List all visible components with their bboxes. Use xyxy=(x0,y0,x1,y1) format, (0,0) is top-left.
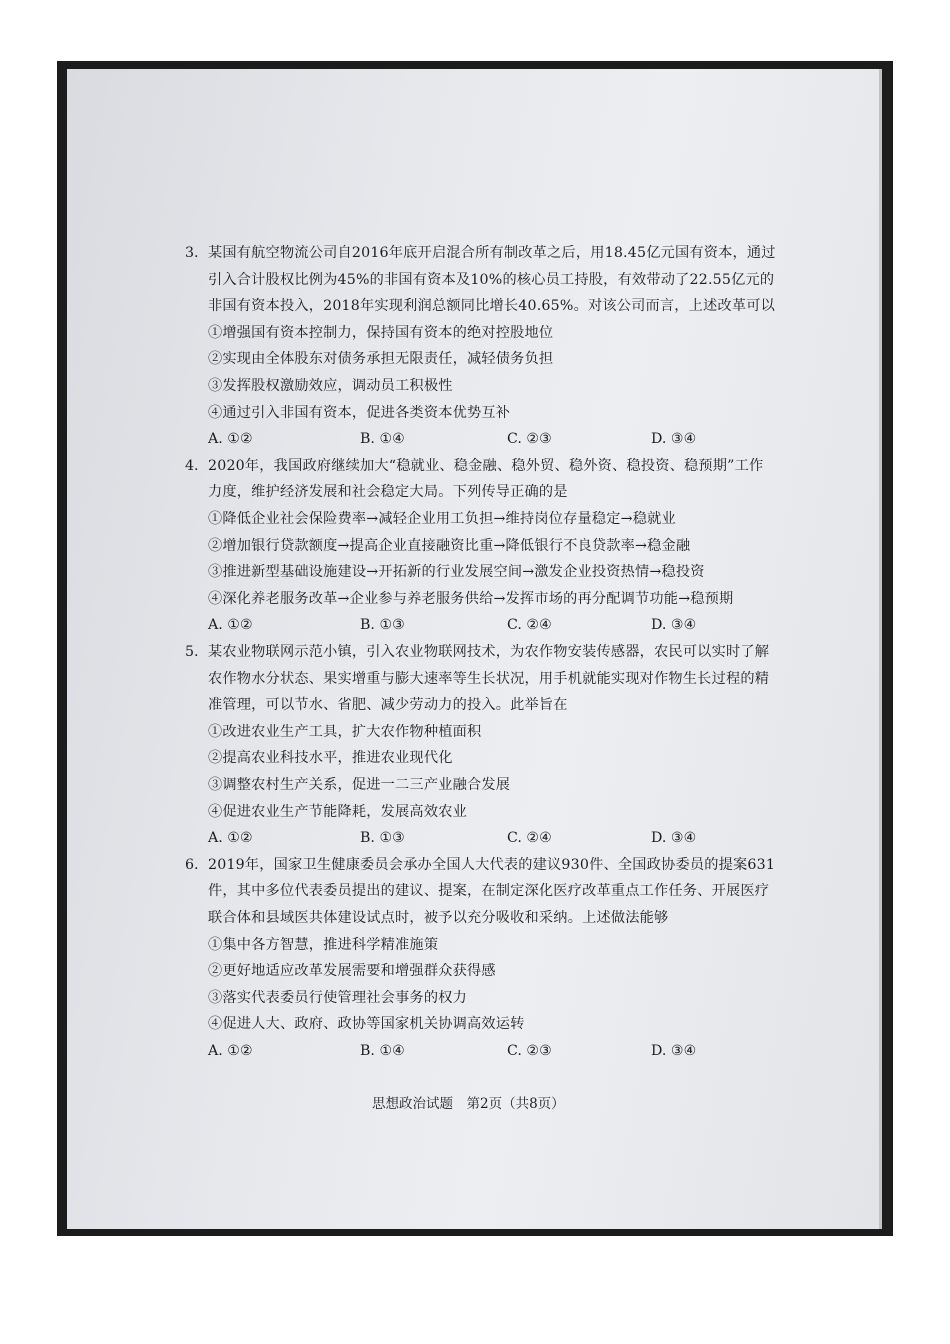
answer-option[interactable]: C. ②③ xyxy=(507,431,552,448)
statement-item: ①集中各方智慧，推进科学精准施策 xyxy=(208,936,439,953)
answer-option[interactable]: A. ①② xyxy=(208,431,253,448)
statement-item: ②更好地适应改革发展需要和增强群众获得感 xyxy=(208,963,496,980)
question-stem-line: 非国有资本投入，2018年实现利润总额同比增长40.65%。对该公司而言，上述改革可以 xyxy=(208,298,775,315)
question-stem-line: 某农业物联网示范小镇，引入农业物联网技术，为农作物安装传感器，农民可以实时了解 xyxy=(208,644,770,660)
statement-item: ①降低企业社会保险费率→减轻企业用工负担→维持岗位存量稳定→稳就业 xyxy=(208,511,676,527)
answer-option[interactable]: C. ②④ xyxy=(507,617,552,634)
answer-option[interactable]: B. ①③ xyxy=(360,830,405,847)
statement-item: ③发挥股权激励效应，调动员工积极性 xyxy=(208,378,453,394)
question-number: 3. xyxy=(185,245,199,261)
statement-item: ①改进农业生产工具，扩大农作物种植面积 xyxy=(208,723,482,740)
statement-item: ②提高农业科技水平，推进农业现代化 xyxy=(208,750,453,767)
answer-option[interactable]: B. ①④ xyxy=(360,1043,405,1059)
answer-option[interactable]: D. ③④ xyxy=(651,1043,697,1059)
statement-item: ④促进农业生产节能降耗，发展高效农业 xyxy=(208,803,467,820)
answer-option[interactable]: D. ③④ xyxy=(651,431,697,448)
answer-option[interactable]: A. ①② xyxy=(208,830,253,847)
question-stem-line: 2020年，我国政府继续加大“稳就业、稳金融、稳外贸、稳外资、稳投资、稳预期”工作 xyxy=(208,457,764,474)
answer-option[interactable]: C. ②③ xyxy=(507,1043,552,1059)
exam-page xyxy=(67,69,882,1229)
question-stem-line: 引入合计股权比例为45%的非国有资本及10%的核心员工持股，有效带动了22.55亿元的 xyxy=(208,271,775,288)
scanned-photo xyxy=(57,61,893,1236)
question-stem-line: 某国有航空物流公司自2016年底开启混合所有制改革之后，用18.45亿元国有资本，通过 xyxy=(208,245,776,261)
statement-item: ③调整农村生产关系，促进一二三产业融合发展 xyxy=(208,777,511,793)
statement-item: ④促进人大、政府、政协等国家机关协调高效运转 xyxy=(208,1016,525,1033)
question-stem-line: 力度，维护经济发展和社会稳定大局。下列传导正确的是 xyxy=(208,484,568,501)
question-number: 4. xyxy=(185,457,199,474)
answer-option[interactable]: D. ③④ xyxy=(651,617,697,634)
question-stem-line: 准管理，可以节水、省肥、减少劳动力的投入。此举旨在 xyxy=(208,697,568,714)
statement-item: ①增强国有资本控制力，保持国有资本的绝对控股地位 xyxy=(208,324,554,341)
statement-item: ④通过引入非国有资本，促进各类资本优势互补 xyxy=(208,404,511,421)
statement-item: ③推进新型基础设施建设→开拓新的行业发展空间→激发企业投资热情→稳投资 xyxy=(208,564,705,581)
page-content xyxy=(67,69,879,1229)
question-number: 6. xyxy=(185,856,199,873)
statement-item: ②实现由全体股东对债务承担无限责任，减轻债务负担 xyxy=(208,351,554,368)
question-stem-line: 2019年，国家卫生健康委员会承办全国人大代表的建议930件、全国政协委员的提案631 xyxy=(208,856,776,873)
statement-item: ③落实代表委员行使管理社会事务的权力 xyxy=(208,989,467,1006)
answer-option[interactable]: C. ②④ xyxy=(507,830,552,847)
question-stem-line: 联合体和县域医共体建设试点时，被予以充分吸收和采纳。上述做法能够 xyxy=(208,910,669,926)
answer-option[interactable]: B. ①④ xyxy=(360,431,405,448)
answer-option[interactable]: B. ①③ xyxy=(360,617,405,634)
statement-item: ②增加银行贷款额度→提高企业直接融资比重→降低银行不良贷款率→稳金融 xyxy=(208,537,691,554)
answer-option[interactable]: D. ③④ xyxy=(651,830,697,847)
statement-item: ④深化养老服务改革→企业参与养老服务供给→发挥市场的再分配调节功能→稳预期 xyxy=(208,590,734,607)
page-footer: 思想政治试题 第2页（共8页） xyxy=(372,1096,565,1112)
question-stem-line: 件，其中多位代表委员提出的建议、提案，在制定深化医疗改革重点工作任务、开展医疗 xyxy=(208,883,770,900)
question-stem-line: 农作物水分状态、果实增重与膨大速率等生长状况，用手机就能实现对作物生长过程的精 xyxy=(208,670,770,687)
question-number: 5. xyxy=(185,644,199,660)
answer-option[interactable]: A. ①② xyxy=(208,617,253,634)
answer-option[interactable]: A. ①② xyxy=(208,1043,253,1059)
